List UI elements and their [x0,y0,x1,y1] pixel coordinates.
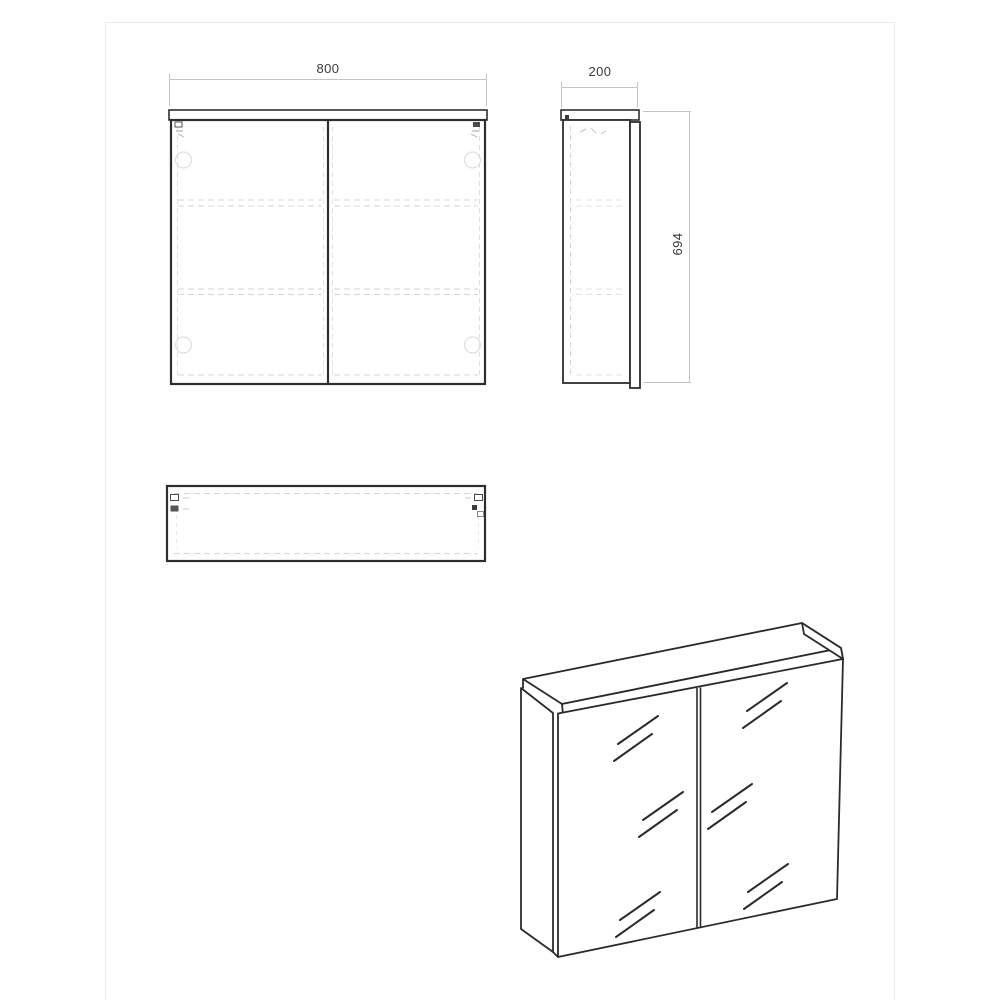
front-dimension-lines [170,74,487,106]
side-carcass [563,120,630,383]
side-dimension-lines [562,82,638,108]
side-top-panel [561,110,639,120]
perspective-view [521,623,843,957]
top-view-outline [167,486,485,561]
side-door-edge [630,122,640,388]
side-fitting-dot [565,115,569,119]
front-top-panel [169,110,487,120]
dimension-label-depth: 200 [588,64,612,79]
dimension-label-width: 800 [316,61,340,76]
dimension-label-height: 694 [670,232,685,256]
persp-left-side-panel [521,688,553,952]
top-view [167,486,485,561]
front-view [169,74,487,384]
